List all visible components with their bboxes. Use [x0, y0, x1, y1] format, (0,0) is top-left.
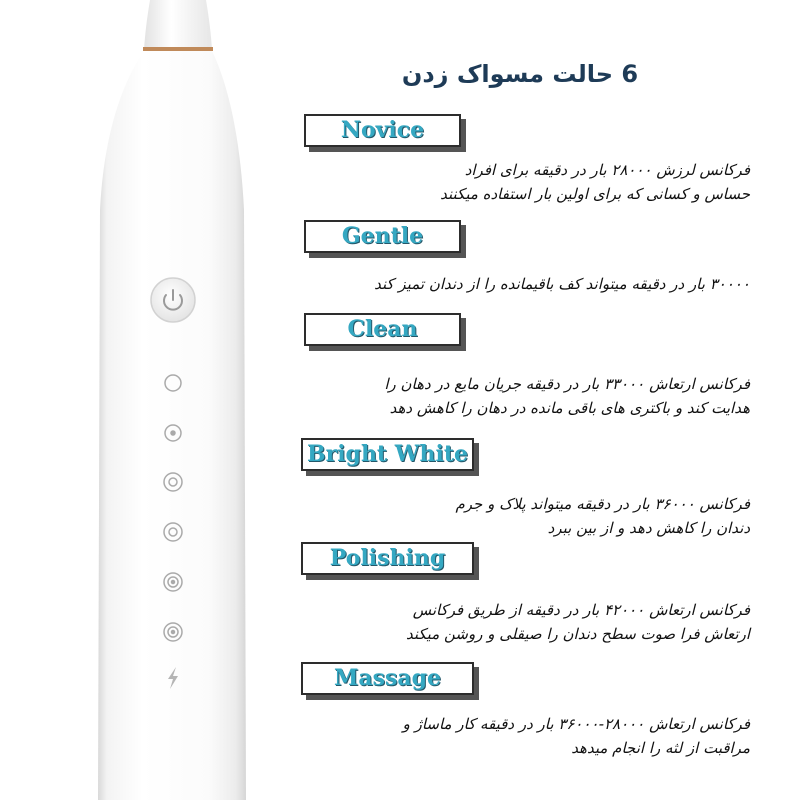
description-line: فرکانس ارتعاش ۴۲۰۰۰ بار در دقیقه از طریق فرکانس	[412, 601, 750, 619]
mode-label-massage: Massage	[301, 662, 474, 695]
brush-neck	[144, 0, 212, 50]
mode-label-bright-white: Bright White	[301, 438, 474, 471]
power-button	[151, 278, 195, 322]
mode-description-massage	[403, 712, 750, 760]
description-line: فرکانس ارتعاش ۲۸۰۰۰-۳۶۰۰۰ بار در دقیقه کار ماساژ و	[402, 715, 750, 733]
mode-description-clean	[384, 372, 750, 420]
mode-label-gentle: Gentle	[304, 220, 461, 253]
gold-band	[143, 47, 213, 51]
description-line: ۳۰۰۰۰ بار در دقیقه میتواند کف باقیمانده را از دندان تمیز کند	[374, 275, 750, 293]
description-line: فرکانس ارتعاش ۳۳۰۰۰ بار در دقیقه جریان مایع در دهان را	[384, 375, 750, 393]
description-line: دندان را کاهش دهد و از بین ببرد	[547, 519, 750, 537]
description-line: حساس و کسانی که برای اولین بار استفاده میکنند	[440, 185, 750, 203]
mode-label-clean: Clean	[304, 313, 461, 346]
mode-label-polishing: Polishing	[301, 542, 474, 575]
mode-description-gentle	[374, 272, 750, 296]
page-title: 6 حالت مسواک زدن	[401, 60, 639, 88]
description-line: هدایت کند و باکتری های باقی مانده در دهان را کاهش دهد	[389, 399, 750, 417]
mode-description-bright-white	[455, 492, 750, 540]
description-line: ارتعاش فرا صوت سطح دندان را صیقلی و روشن میکند	[406, 625, 750, 643]
description-line: فرکانس لرزش ۲۸۰۰۰ بار در دقیقه برای افراد	[464, 161, 750, 179]
description-line: مراقبت از لثه را انجام میدهد	[571, 739, 750, 757]
mode-description-novice	[440, 158, 750, 206]
mode-description-polishing	[406, 598, 750, 646]
mode-label-novice: Novice	[304, 114, 461, 147]
description-line: فرکانس ۳۶۰۰۰ بار در دقیقه میتواند پلاک و جرم	[455, 495, 750, 513]
